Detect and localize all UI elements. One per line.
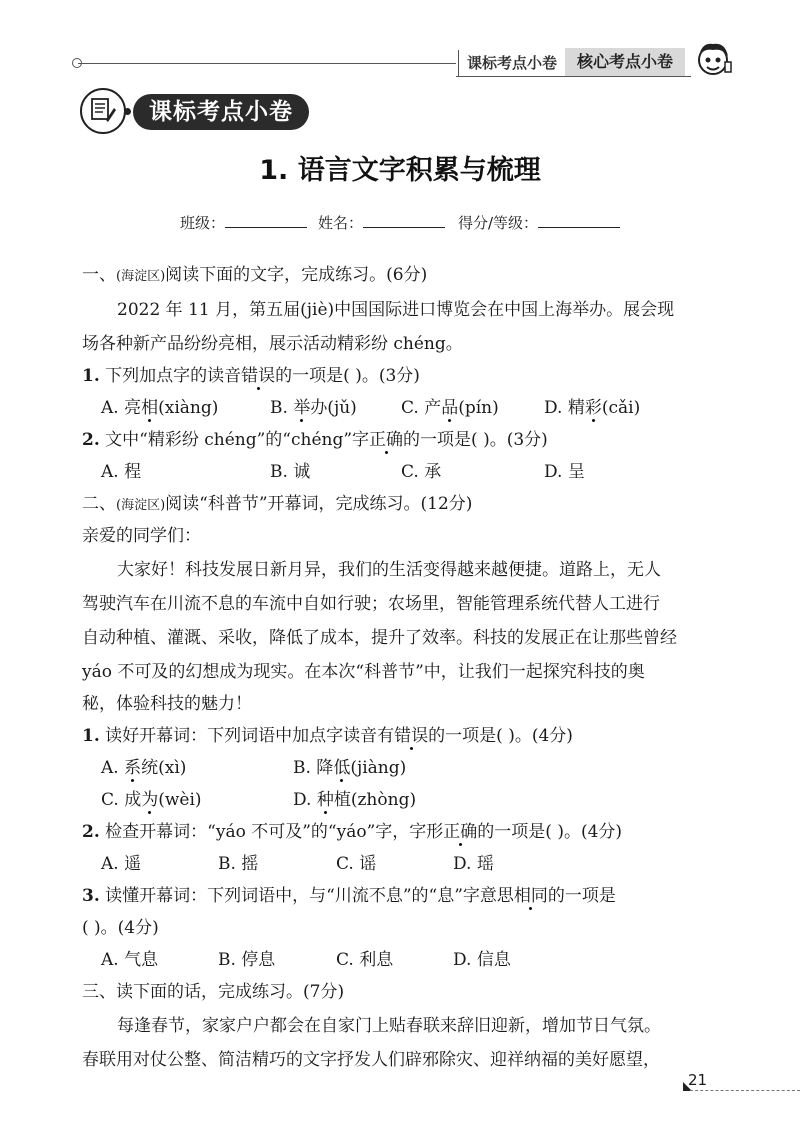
class-blank[interactable]: [225, 227, 307, 228]
s1-question-1: 1. 下列加点字的读音错误的一项是( )。(3分): [82, 366, 420, 386]
s1-q1-option-d[interactable]: D. 精彩(cǎi): [544, 398, 641, 418]
s1-question-2: 2. 文中“精彩纷 chéng”的“chéng”字正确的一项是( )。(3分): [82, 430, 548, 450]
score-blank[interactable]: [538, 227, 620, 228]
header-rule: [78, 63, 456, 64]
section2-greeting: 亲爱的同学们：: [82, 526, 201, 546]
section3-para-line1: 每逢春节，家家户户都会在自家门上贴春联来辞旧迎新，增加节日气氛。: [117, 1016, 661, 1036]
header-tab-core: 核心考点小卷: [565, 48, 685, 76]
page-footer-rule: [690, 1090, 800, 1091]
name-field[interactable]: [318, 212, 445, 233]
s2-q2-option-c[interactable]: C. 谣: [336, 854, 377, 874]
section1-para-line2: 场各种新产品纷纷亮相，展示活动精彩纷 chéng。: [82, 334, 463, 354]
s2-q3-option-a[interactable]: A. 气息: [101, 950, 159, 970]
s1-q1-option-c[interactable]: C. 产品(pín): [401, 398, 499, 418]
section1-para-line1: 2022 年 11 月，第五届(jiè)中国国际进口博览会在中国上海举办。展会现: [117, 300, 675, 320]
s1-q2-option-a[interactable]: A. 程: [101, 462, 142, 482]
s2-question-1: 1. 读好开幕词：下列词语中加点字读音有错误的一项是( )。(4分): [82, 726, 573, 746]
s2-question-3: 3. 读懂开幕词：下列词语中，与“川流不息”的“息”字意思相同的一项是: [82, 886, 616, 906]
s2-q2-option-a[interactable]: A. 遥: [101, 854, 142, 874]
s2-q3-option-d[interactable]: D. 信息: [453, 950, 511, 970]
section2-para-line4: yáo 不可及的幻想成为现实。在本次“科普节”中，让我们一起探究科技的奥: [82, 662, 645, 682]
section-banner: 课标考点小卷: [133, 94, 309, 130]
section2-heading: 二、(海淀区)阅读“科普节”开幕词，完成练习。(12分): [82, 494, 473, 514]
s1-q2-option-c[interactable]: C. 承: [401, 462, 442, 482]
banner-dot: [124, 108, 131, 115]
s1-q1-option-b[interactable]: B. 举办(jǔ): [270, 398, 357, 418]
page-title: 1. 语言文字积累与梳理: [259, 155, 541, 186]
section1-heading: 一、(海淀区)阅读下面的文字，完成练习。(6分): [82, 265, 428, 285]
class-field[interactable]: [180, 212, 307, 233]
header-base-rule: [456, 76, 691, 77]
header-tab-standard: 课标考点小卷: [458, 50, 565, 76]
s2-q2-option-d[interactable]: D. 瑶: [453, 854, 494, 874]
s2-q1-option-a[interactable]: A. 系统(xì): [101, 758, 187, 778]
notebook-icon: [80, 88, 126, 134]
s1-q2-option-b[interactable]: B. 诚: [270, 462, 311, 482]
section2-para-line3: 自动种植、灌溉、采收，降低了成本，提升了效率。科技的发展正在让那些曾经: [82, 628, 677, 648]
section2-para-line2: 驾驶汽车在川流不息的车流中自如行驶；农场里，智能管理系统代替人工进行: [82, 594, 660, 614]
s2-q3-option-b[interactable]: B. 停息: [218, 950, 276, 970]
s1-q2-option-d[interactable]: D. 呈: [544, 462, 585, 482]
section3-heading: 三、读下面的话，完成练习。(7分): [82, 982, 345, 1002]
score-label: 得分/等级：: [458, 214, 539, 232]
section2-para-line1: 大家好！科技发展日新月异，我们的生活变得越来越便捷。道路上，无人: [117, 560, 661, 580]
s2-question-2: 2. 检查开幕词：“yáo 不可及”的“yáo”字，字形正确的一项是( )。(4分): [82, 822, 623, 842]
class-label: 班级：: [180, 214, 226, 232]
section2-para-line5: 秘，体验科技的魅力！: [82, 694, 252, 714]
score-field[interactable]: [458, 212, 620, 233]
s2-q1-option-b[interactable]: B. 降低(jiàng): [293, 758, 407, 778]
section3-para-line2: 春联用对仗公整、简洁精巧的文字抒发人们辟邪除灾、迎祥纳福的美好愿望，: [82, 1050, 660, 1070]
page-number: 21: [688, 1071, 708, 1089]
name-label: 姓名：: [318, 214, 364, 232]
s2-q3-option-c[interactable]: C. 利息: [336, 950, 394, 970]
s1-q1-option-a[interactable]: A. 亮相(xiàng): [101, 398, 219, 418]
s2-q2-option-b[interactable]: B. 摇: [218, 854, 259, 874]
name-blank[interactable]: [363, 227, 445, 228]
mascot-icon: [692, 38, 734, 80]
s2-question-3-line2: ( )。(4分): [82, 918, 159, 938]
s2-q1-option-c[interactable]: C. 成为(wèi): [101, 790, 202, 810]
s2-q1-option-d[interactable]: D. 种植(zhòng): [293, 790, 417, 810]
